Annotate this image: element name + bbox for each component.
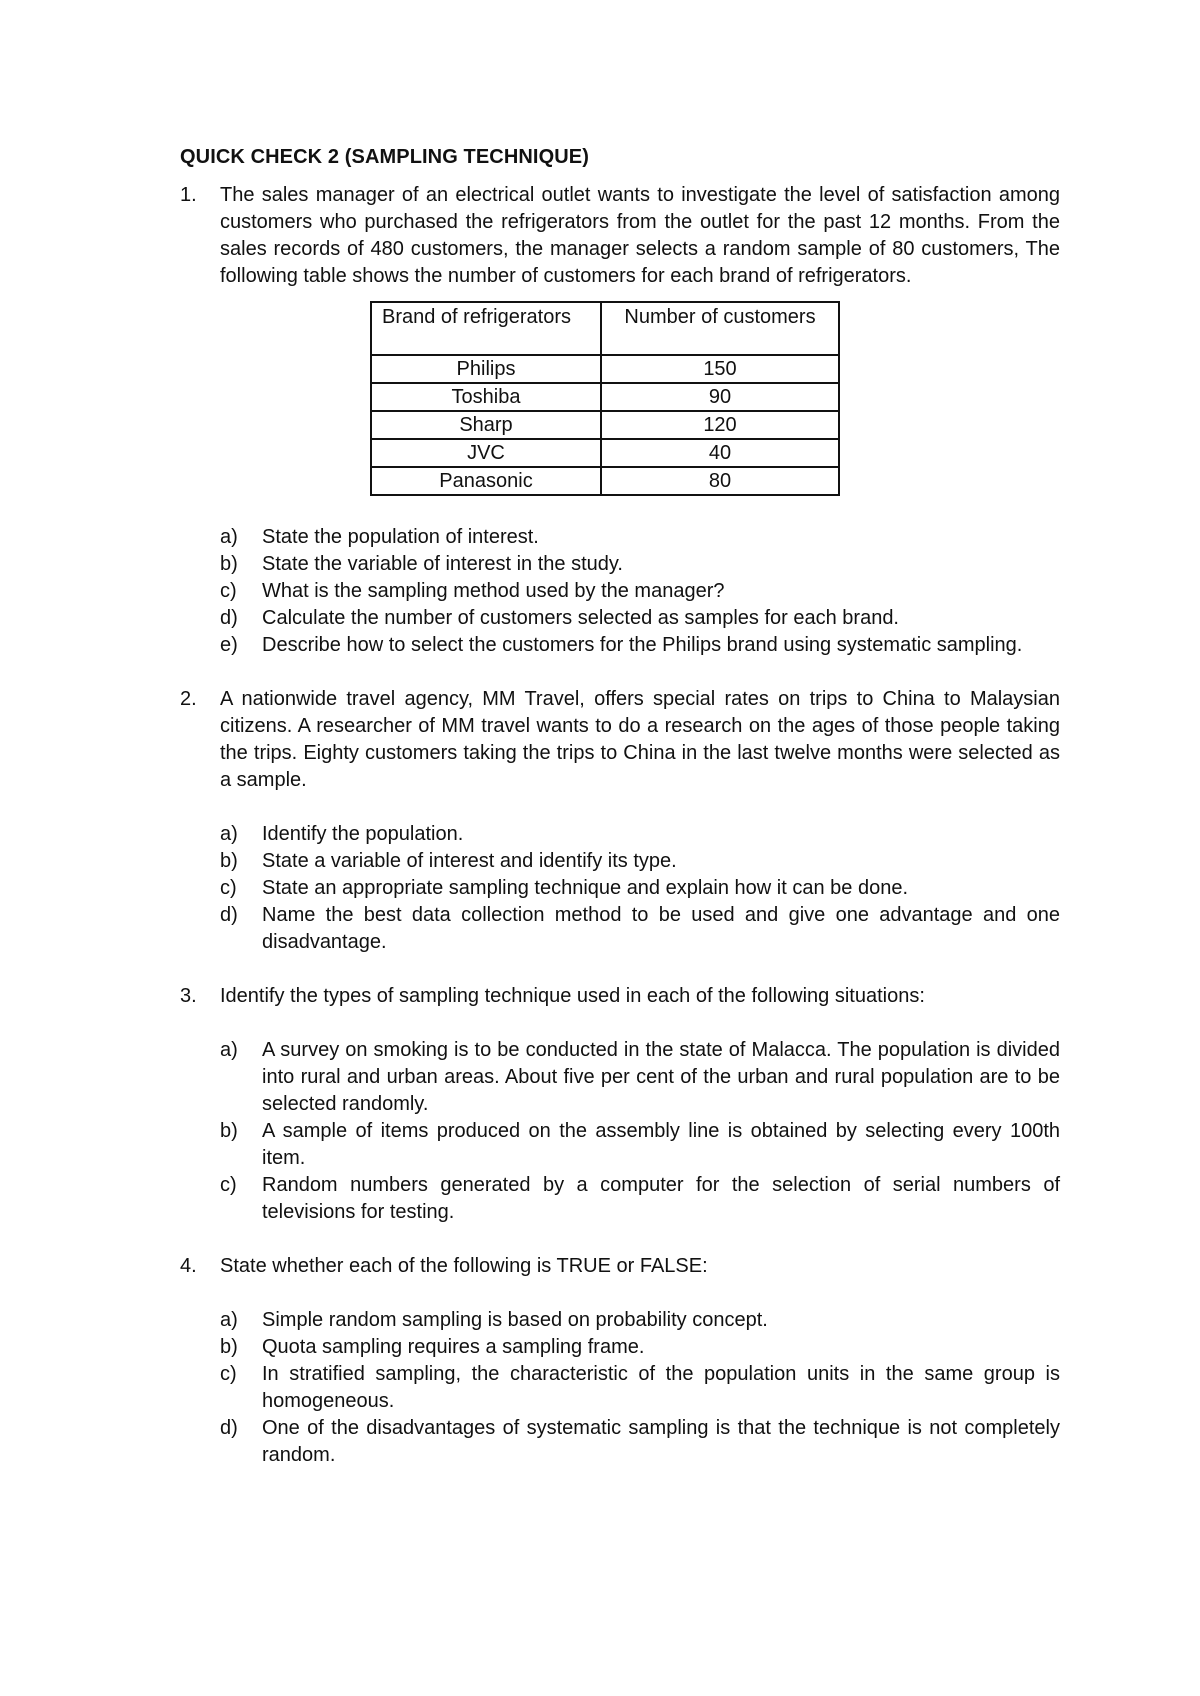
- sub-question-label: c): [220, 1174, 237, 1196]
- question-number: 4.: [180, 1255, 197, 1277]
- sub-question-label: b): [220, 553, 238, 575]
- question-text: State whether each of the following is TRUE or FALSE:: [220, 1255, 708, 1277]
- sub-question: [220, 578, 1060, 605]
- sub-question-label: d): [220, 1417, 238, 1439]
- sub-question-list: [220, 524, 1060, 659]
- sub-question-text: A survey on smoking is to be conducted in the state of Malacca. The population is divided into rural and urban areas. About five per cent of the urban and rural population are to be selected randomly.: [262, 1039, 1060, 1115]
- sub-question: [220, 821, 1060, 848]
- sub-question-label: e): [220, 634, 238, 656]
- document-title: QUICK CHECK 2 (SAMPLING TECHNIQUE): [180, 146, 589, 168]
- table-row: [371, 411, 839, 439]
- sub-question-label: a): [220, 823, 238, 845]
- brand-cell: Toshiba: [371, 383, 601, 411]
- sub-question: [220, 1037, 1060, 1118]
- sub-question-label: a): [220, 1309, 238, 1331]
- sub-question-text: Random numbers generated by a computer for the selection of serial numbers of televisions for testing.: [262, 1174, 1060, 1223]
- question-text: A nationwide travel agency, MM Travel, offers special rates on trips to China to Malaysian citizens. A researcher of MM travel wants to do a research on the ages of those people taking the trips. Eighty customers taking the trips to China in the last twelve months were selected as a sample.: [220, 688, 1060, 791]
- table-row: [371, 467, 839, 495]
- count-cell: 120: [601, 411, 839, 439]
- question-4: [180, 1253, 1060, 1469]
- sub-question-label: c): [220, 1363, 237, 1385]
- document-page: [180, 144, 1060, 1469]
- sub-question-text: Name the best data collection method to be used and give one advantage and one disadvantage.: [262, 904, 1060, 953]
- count-cell: 90: [601, 383, 839, 411]
- sub-question: [220, 1415, 1060, 1469]
- sub-question-text: Identify the population.: [262, 823, 464, 845]
- question-text: Identify the types of sampling technique used in each of the following situations:: [220, 985, 925, 1007]
- sub-question-text: State a variable of interest and identify its type.: [262, 850, 677, 872]
- sub-question-label: b): [220, 1336, 238, 1358]
- sub-question: [220, 551, 1060, 578]
- sub-question: [220, 902, 1060, 956]
- sub-question: [220, 524, 1060, 551]
- sub-question-label: c): [220, 877, 237, 899]
- brand-cell: Philips: [371, 355, 601, 383]
- count-cell: 40: [601, 439, 839, 467]
- sub-question-text: State the population of interest.: [262, 526, 539, 548]
- sub-question: [220, 848, 1060, 875]
- sub-question-text: Simple random sampling is based on probability concept.: [262, 1309, 768, 1331]
- sub-question-label: a): [220, 1039, 238, 1061]
- sub-question-text: Describe how to select the customers for the Philips brand using systematic sampling.: [262, 634, 1023, 656]
- sub-question-label: d): [220, 904, 238, 926]
- sub-question: [220, 875, 1060, 902]
- sub-question: [220, 1118, 1060, 1172]
- sub-question: [220, 1172, 1060, 1226]
- count-cell: 150: [601, 355, 839, 383]
- sub-question: [220, 1307, 1060, 1334]
- table-row: [371, 383, 839, 411]
- question-number: 3.: [180, 985, 197, 1007]
- sub-question-text: Calculate the number of customers selected as samples for each brand.: [262, 607, 899, 629]
- table-header-row: [371, 302, 839, 355]
- sub-question-list: [220, 1307, 1060, 1469]
- sub-question: [220, 1361, 1060, 1415]
- question-3: [180, 983, 1060, 1226]
- sub-question-text: Quota sampling requires a sampling frame.: [262, 1336, 645, 1358]
- brand-table: [370, 301, 840, 496]
- brand-cell: Sharp: [371, 411, 601, 439]
- sub-question-label: b): [220, 850, 238, 872]
- table-row: [371, 439, 839, 467]
- sub-question-text: One of the disadvantages of systematic sampling is that the technique is not completely random.: [262, 1417, 1060, 1466]
- sub-question-list: [220, 1037, 1060, 1226]
- sub-question-label: a): [220, 526, 238, 548]
- question-1: [180, 182, 1060, 659]
- sub-question-label: d): [220, 607, 238, 629]
- sub-question-text: In stratified sampling, the characteristic of the population units in the same group is homogeneous.: [262, 1363, 1060, 1412]
- sub-question-label: c): [220, 580, 237, 602]
- table-header-brand: Brand of refrigerators: [371, 302, 601, 355]
- sub-question-text: State the variable of interest in the study.: [262, 553, 623, 575]
- question-2: [180, 686, 1060, 956]
- question-number: 1.: [180, 184, 197, 206]
- brand-cell: JVC: [371, 439, 601, 467]
- sub-question-text: What is the sampling method used by the manager?: [262, 580, 725, 602]
- brand-cell: Panasonic: [371, 467, 601, 495]
- sub-question-label: b): [220, 1120, 238, 1142]
- question-number: 2.: [180, 688, 197, 710]
- sub-question-list: [220, 821, 1060, 956]
- sub-question: [220, 605, 1060, 632]
- sub-question-text: State an appropriate sampling technique and explain how it can be done.: [262, 877, 909, 899]
- table-row: [371, 355, 839, 383]
- sub-question: [220, 1334, 1060, 1361]
- count-cell: 80: [601, 467, 839, 495]
- sub-question: [220, 632, 1060, 659]
- question-text: The sales manager of an electrical outlet wants to investigate the level of satisfaction among customers who purchased the refrigerators from the outlet for the past 12 months. From the sales records of 480 customers, the manager selects a random sample of 80 customers, The following table shows the number of customers for each brand of refrigerators.: [220, 184, 1060, 287]
- sub-question-text: A sample of items produced on the assembly line is obtained by selecting every 100th item.: [262, 1120, 1060, 1169]
- table-header-count: Number of customers: [601, 302, 839, 355]
